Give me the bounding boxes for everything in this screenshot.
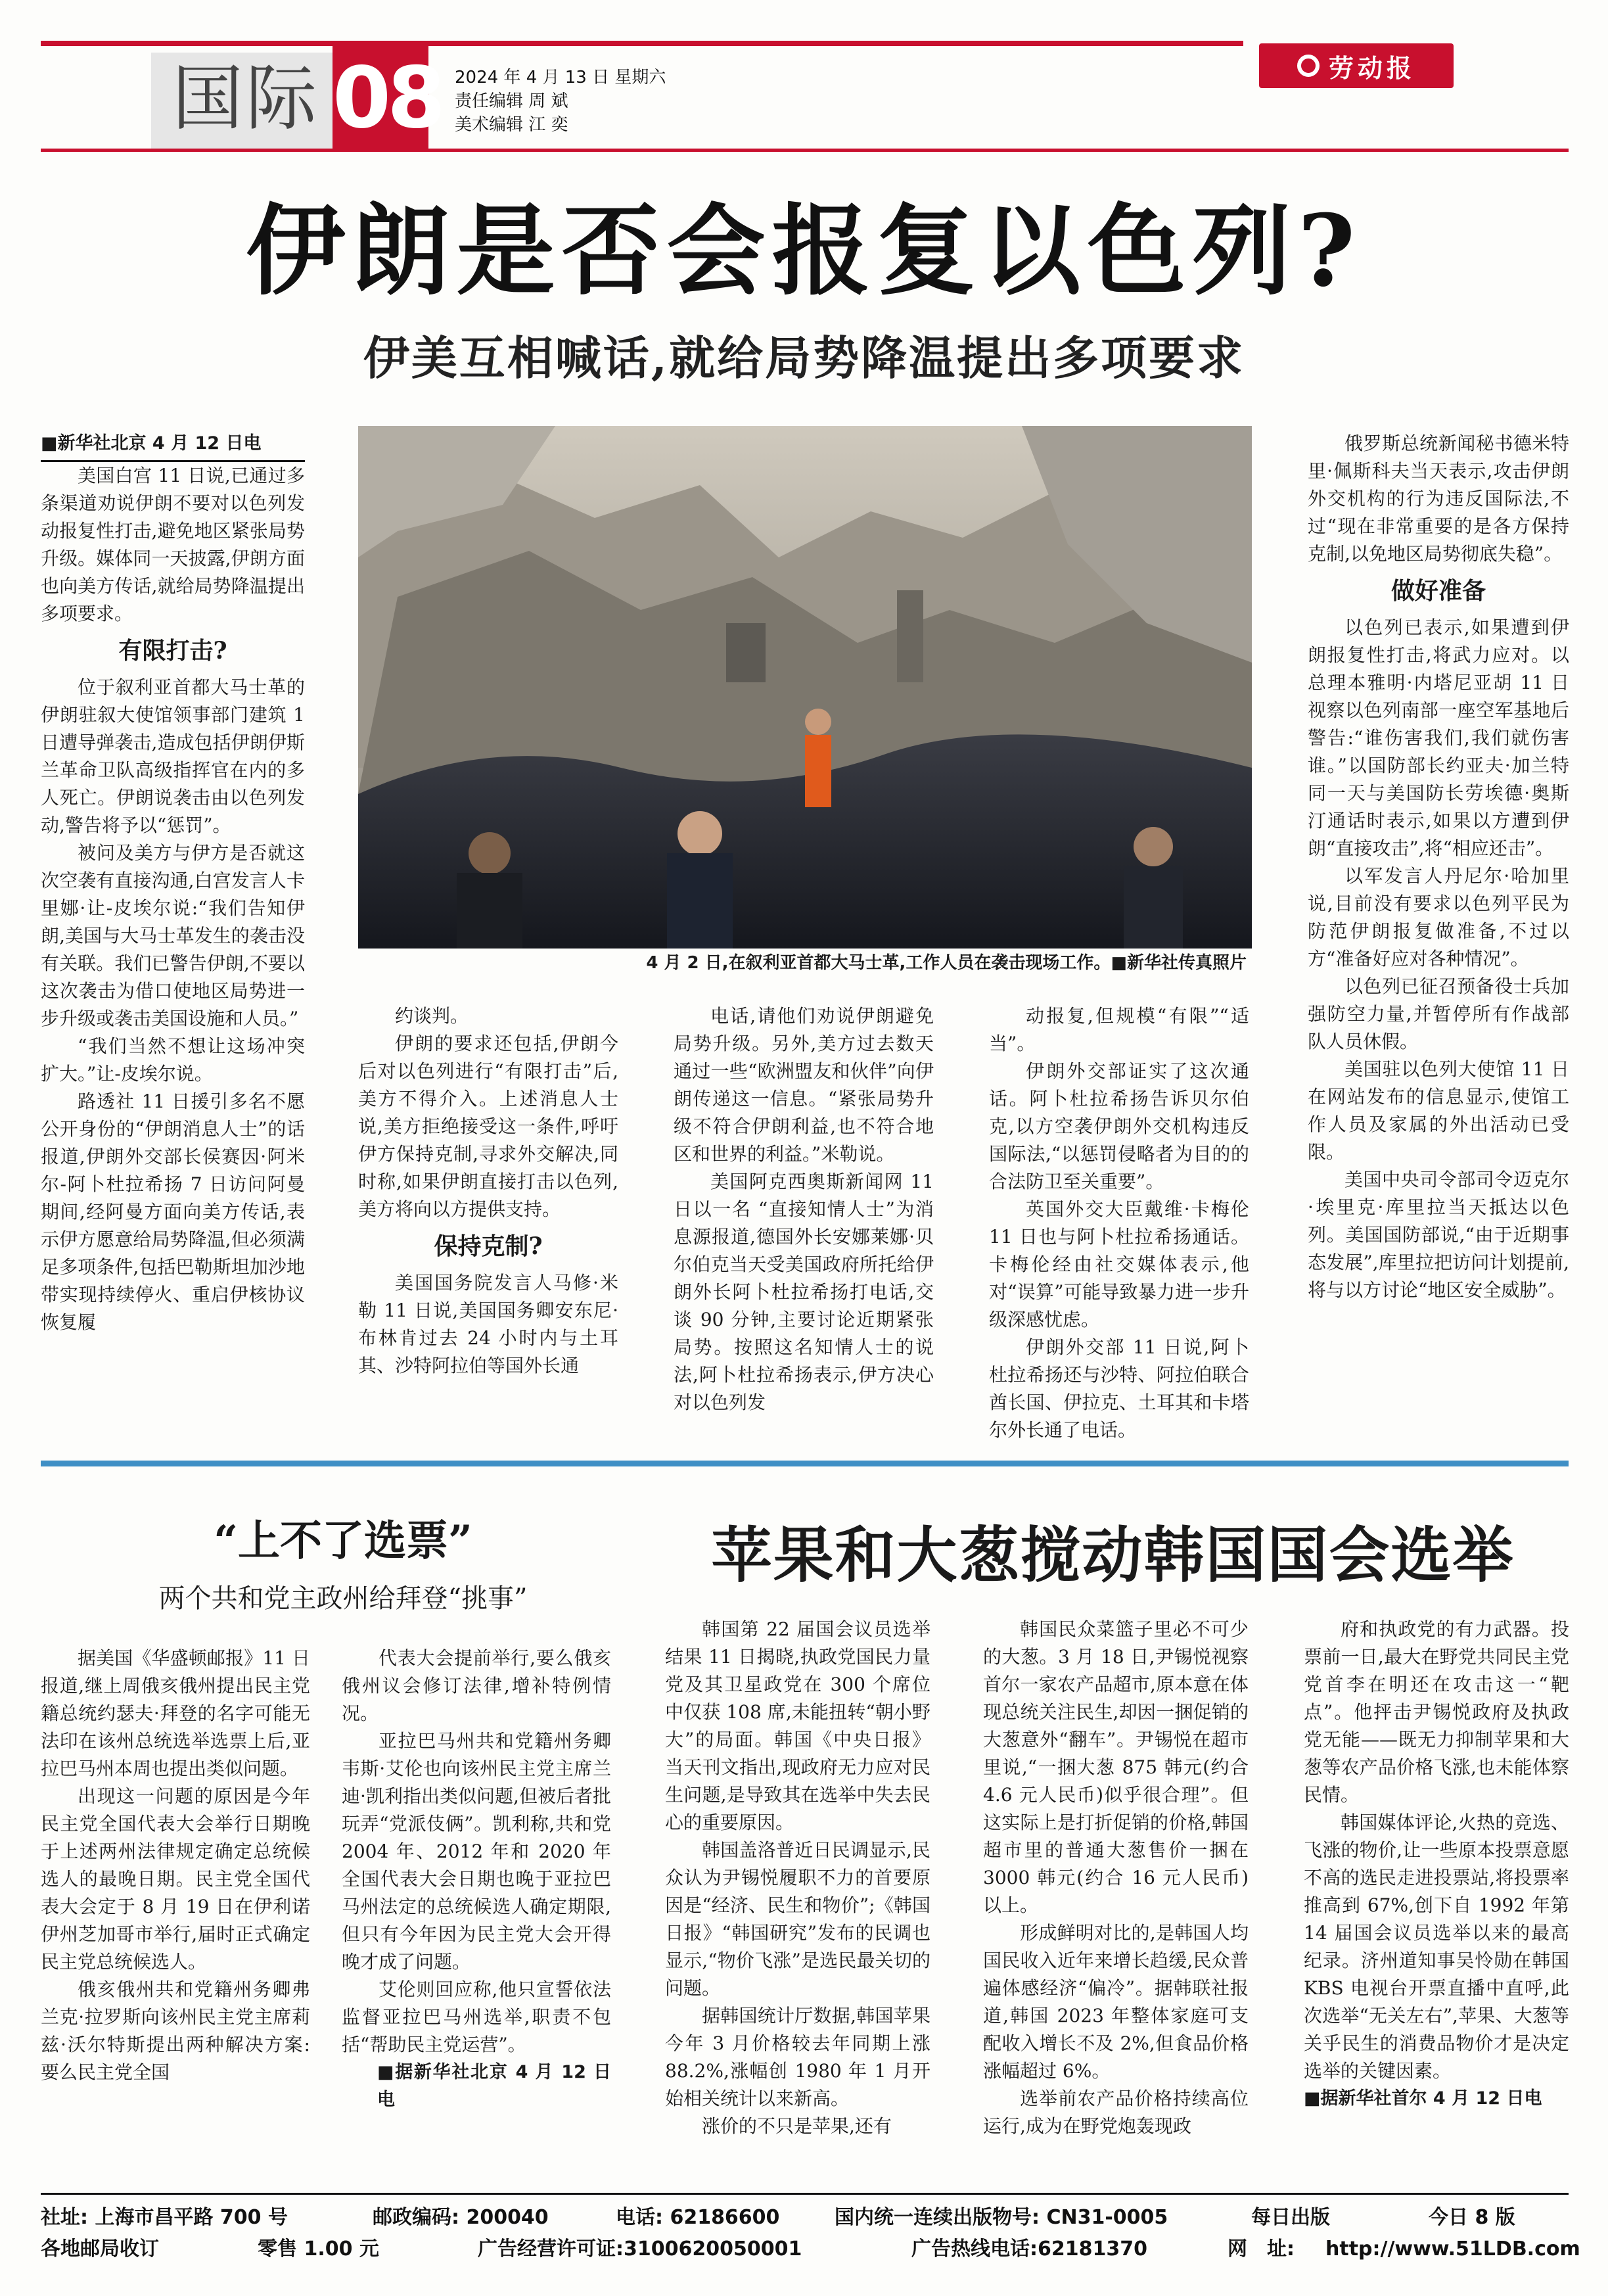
story3-column-2	[983, 1616, 1249, 2140]
paragraph: 约谈判。	[395, 1005, 469, 1027]
paragraph: 被问及美方与伊方是否就这次空袭有直接沟通,白宫发言人卡里娜·让-皮埃尔说:“我们告知伊朗,美国与大马士革发生的袭击没有关联。我们已警告伊朗,不要以这次袭击为借口使地区局势进一步升级或袭击美国设施和人员。”	[41, 842, 305, 1029]
footer-website-label: 网 址:	[1228, 2237, 1295, 2261]
lead-subhead: 伊美互相喊话,就给局势降温提出多项要求	[363, 331, 1245, 385]
lead-column-1	[41, 430, 305, 1336]
newspaper-logo	[1259, 43, 1454, 88]
paragraph: 以色列已表示,如果遭到伊朗报复性打击,将武力应对。以总理本雅明·内塔尼亚胡 11 日视察以色列南部一座空军基地后警告:“谁伤害我们,我们就伤害谁。”以国防部长约亚夫·加兰特同一天与美国防长劳埃德·奥斯汀通话时表示,如果以方遭到伊朗“直接攻击”,将“相应还击”。	[1308, 617, 1569, 859]
paragraph: 据美国《华盛顿邮报》11 日报道,继上周俄亥俄州提出民主党籍总统约瑟夫·拜登的名字可能无法印在该州总统选举选票上后,亚拉巴马州本周也提出类似问题。	[41, 1647, 310, 1779]
logo-text: 劳动报	[1328, 53, 1415, 83]
paragraph: 美国阿克西奥斯新闻网 11 日以一名 “直接知情人士”为消息源报道,德国外长安娜莱娜·贝尔伯克当天受美国政府所托给伊朗外长阿卜杜拉希扬打电话,交谈 90 分钟,主要讨论近期紧张局势。按照这名知情人士的说法,阿卜杜拉希扬表示,伊方决心对以色列发	[674, 1171, 934, 1413]
header-top-rule	[41, 41, 1243, 46]
paragraph: 韩国盖洛普近日民调显示,民众认为尹锡悦履职不力的首要原因是“经济、民生和物价”;《韩国日报》“韩国研究”发布的民调也显示,“物价飞涨”是选民最关切的问题。	[665, 1839, 930, 1999]
story2-column-2	[342, 1645, 611, 2114]
lead-column-2	[358, 1002, 618, 1380]
section-name: 国际	[172, 58, 320, 140]
paragraph: 艾伦则回应称,他只宣誓依法监督亚拉巴马州选举,职责不包括“帮助民主党运营”。	[342, 1979, 611, 2055]
edition-meta	[455, 66, 666, 137]
footer-website[interactable]: http://www.51LDB.com	[1325, 2237, 1580, 2261]
footer-daily: 每日出版	[1251, 2206, 1330, 2229]
paragraph: 韩国民众菜篮子里必不可少的大葱。3 月 18 日,尹锡悦视察首尔一家农产品超市,原本意在体现总统关注民生,却因一捆促销的大葱意外“翻车”。尹锡悦在超市里说,“一捆大葱 875 韩元(约合 4.6 元人民币)似乎很合理”。但这实际上是打折促销的价格,韩国超市里的普通大葱售价一捆在 3000 韩元(约合 16 元人民币)以上。	[983, 1618, 1249, 1916]
footer-postcode: 邮政编码: 200040	[373, 2206, 549, 2229]
lead-column-3	[674, 1002, 934, 1417]
paragraph: 出现这一问题的原因是今年民主党全国代表大会举行日期晚于上述两州法律规定确定总统候选人的最晚日期。民主党全国代表大会定于 8 月 19 日在伊利诺伊州芝加哥市举行,届时正式确定民主党总统候选人。	[41, 1785, 310, 1973]
paragraph: 路透社 11 日援引多名不愿公开身份的“伊朗消息人士”的话报道,伊朗外交部长侯赛因·阿米尔-阿卜杜拉希扬 7 日访问阿曼期间,经阿曼方面向美方传话,表示伊方愿意给局势降温,但必须满足多项条件,包括巴勒斯坦加沙地带实现持续停火、重启伊核协议恢复履	[41, 1090, 305, 1333]
lead-column-4	[989, 1002, 1249, 1444]
paragraph: 英国外交大臣戴维·卡梅伦 11 日也与阿卜杜拉希扬通话。卡梅伦经由社交媒体表示,他对“误算”可能导致暴力进一步升级深感忧虑。	[989, 1198, 1249, 1330]
photo-caption: 4 月 2 日,在叙利亚首都大马士革,工作人员在袭击现场工作。■新华社传真照片	[646, 953, 1247, 973]
paragraph: 亚拉巴马州共和党籍州务卿韦斯·艾伦也向该州民主党主席兰迪·凯利指出类似问题,但被后者批玩弄“党派伎俩”。凯利称,共和党 2004 年、2012 年和 2020 年全国代表大会日期也晚于亚拉巴马州法定的总统候选人确定期限,但只有今年因为民主党大会开得晚才成了问题。	[342, 1730, 611, 1973]
paragraph: 形成鲜明对比的,是韩国人均国民收入近年来增长趋缓,民众普遍体感经济“偏冷”。据韩联社报道,韩国 2023 年整体家庭可支配收入增长不及 2%,但食品价格涨幅超过 6%。	[983, 1922, 1249, 2082]
paragraph: 韩国第 22 届国会议员选举结果 11 日揭晓,执政党国民力量党及其卫星政党在 300 个席位中仅获 108 席,未能扭转“朝小野大”的局面。韩国《中央日报》当天刊文指出,现政府无力应对民生问题,是导致其在选举中失去民心的重要原因。	[665, 1618, 930, 1833]
lead-photo	[358, 426, 1252, 949]
paragraph: 涨价的不只是苹果,还有	[702, 2115, 892, 2137]
footer-cn-number: 国内统一连续出版物号: CN31-0005	[835, 2206, 1168, 2229]
section-divider	[41, 1461, 1569, 1466]
paragraph: 府和执政党的有力武器。投票前一日,最大在野党共同民主党党首李在明还在攻击这一“靶点”。他抨击尹锡悦政府及执政党无能——既无力抑制苹果和大葱等农产品价格飞涨,也未能体察民情。	[1304, 1618, 1569, 1806]
paragraph: 美国驻以色列大使馆 11 日在网站发布的信息显示,使馆工作人员及家属的外出活动已受限。	[1308, 1058, 1569, 1163]
paragraph: 动报复,但规模“有限”“适当”。	[989, 1005, 1249, 1054]
lead-headline: 伊朗是否会报复以色列?	[246, 193, 1362, 309]
subhead-restraint: 保持克制?	[434, 1232, 543, 1260]
footer-price: 零售 1.00 元	[258, 2237, 379, 2261]
header-bottom-rule	[41, 149, 1569, 152]
subhead-prepare: 做好准备	[1390, 577, 1486, 605]
story3-column-3	[1304, 1616, 1569, 2113]
paragraph: 据韩国统计厅数据,韩国苹果今年 3 月价格较去年同期上涨 88.2%,涨幅创 1980 年 1 月开始相关统计以来新高。	[665, 2005, 930, 2109]
art-editor-credit: 美术编辑 江 奕	[455, 115, 568, 135]
editor-credit: 责任编辑 周 斌	[455, 91, 568, 111]
paragraph: 选举前农产品价格持续高位运行,成为在野党炮轰现政	[983, 2088, 1249, 2137]
footer-ad-phone: 广告热线电话:62181370	[911, 2237, 1147, 2261]
footer-phone: 电话: 62186600	[616, 2206, 780, 2229]
footer-post-subscribe: 各地邮局收订	[41, 2237, 159, 2261]
story3-column-1	[665, 1616, 930, 2140]
paragraph: 美国中央司令部司令迈克尔·埃里克·库里拉当天抵达以色列。美国国防部说,“由于近期事态发展”,库里拉把访问计划提前,将与以方讨论“地区安全威胁”。	[1308, 1169, 1569, 1301]
paragraph: 俄亥俄州共和党籍州务卿弗兰克·拉罗斯向该州民主党主席莉兹·沃尔特斯提出两种解决方案:要么民主党全国	[41, 1979, 310, 2083]
lead-byline: ■新华社北京 4 月 12 日电	[41, 430, 305, 462]
story2-signature: ■据新华社北京 4 月 12 日电	[377, 2062, 611, 2110]
footer-ad-license: 广告经营许可证:3100620050001	[478, 2237, 802, 2261]
footer-pages: 今日 8 版	[1429, 2206, 1515, 2229]
footer-address: 社址: 上海市昌平路 700 号	[41, 2206, 288, 2229]
story2-title: “上不了选票”	[214, 1516, 472, 1566]
footer	[41, 2202, 1580, 2265]
paragraph: 俄罗斯总统新闻秘书德米特里·佩斯科夫当天表示,攻击伊朗外交机构的行为违反国际法,不过“现在非常重要的是各方保持克制,以免地区局势彻底失稳”。	[1308, 433, 1569, 565]
paragraph: 美国白宫 11 日说,已通过多条渠道劝说伊朗不要对以色列发动报复性打击,避免地区紧张局势升级。媒体同一天披露,伊朗方面也向美方传话,就给局势降温提出多项要求。	[41, 465, 305, 624]
issue-date: 2024 年 4 月 13 日 星期六	[455, 68, 666, 87]
paragraph: 代表大会提前举行,要么俄亥俄州议会修订法律,增补特例情况。	[342, 1647, 611, 1724]
paragraph: “我们当然不想让这场冲突扩大。”让-皮埃尔说。	[41, 1035, 305, 1085]
paragraph: 位于叙利亚首都大马士革的伊朗驻叙大使馆领事部门建筑 1 日遭导弹袭击,造成包括伊朗伊斯兰革命卫队高级指挥官在内的多人死亡。伊朗说袭击由以色列发动,警告将予以“惩罚”。	[41, 676, 305, 836]
paragraph: 美国国务院发言人马修·米勒 11 日说,美国国务卿安东尼·布林肯过去 24 小时内与土耳其、沙特阿拉伯等国外长通	[358, 1272, 618, 1376]
paragraph: 伊朗外交部 11 日说,阿卜杜拉希扬还与沙特、阿拉伯联合酋长国、伊拉克、土耳其和卡塔尔外长通了电话。	[989, 1336, 1249, 1441]
lead-column-5	[1308, 430, 1569, 1304]
subhead-limited-strike: 有限打击?	[118, 637, 227, 665]
story2-column-1	[41, 1645, 310, 2086]
story3-signature: ■据新华社首尔 4 月 12 日电	[1304, 2088, 1542, 2109]
logo-emblem-icon	[1297, 55, 1320, 77]
paragraph: 韩国媒体评论,火热的竞选、飞涨的物价,让一些原本投票意愿不高的选民走进投票站,将投票率推高到 67%,创下自 1992 年第 14 届国会议员选举以来的最高纪录。济州道知事吴怜勋在韩国 KBS 电视台开票直播中直呼,此次选举“无关左右”,苹果、大葱等关乎民生的消费品物价才是决定选举的关键因素。	[1304, 1812, 1569, 2082]
paragraph: 伊朗外交部证实了这次通话。阿卜杜拉希扬告诉贝尔伯克,以方空袭伊朗外交机构违反国际法,“以惩罚侵略者为目的的合法防卫至关重要”。	[989, 1060, 1249, 1192]
story2-subtitle: 两个共和党主政州给拜登“挑事”	[158, 1583, 528, 1614]
page-number: 08	[333, 46, 428, 151]
story3-title: 苹果和大葱搅动韩国国会选举	[711, 1520, 1515, 1591]
paragraph: 电话,请他们劝说伊朗避免局势升级。另外,美方过去数天通过一些“欧洲盟友和伙伴”向伊朗传递这一信息。“紧张局势升级不符合伊朗利益,也不符合地区和世界的利益。”米勒说。	[674, 1005, 934, 1165]
paragraph: 伊朗的要求还包括,伊朗今后对以色列进行“有限打击”后,美方不得介入。上述消息人士说,美方拒绝接受这一条件,呼吁伊方保持克制,寻求外交解决,同时称,如果伊朗直接打击以色列,美方将向以方提供支持。	[358, 1033, 618, 1220]
paragraph: 以色列已征召预备役士兵加强防空力量,并暂停所有作战部队人员休假。	[1308, 975, 1569, 1052]
footer-rule	[41, 2193, 1569, 2195]
paragraph: 以军发言人丹尼尔·哈加里说,目前没有要求以色列平民为防范伊朗报复做准备,不过以方“准备好应对各种情况”。	[1308, 865, 1569, 970]
rubble-scene-image	[358, 426, 1252, 949]
